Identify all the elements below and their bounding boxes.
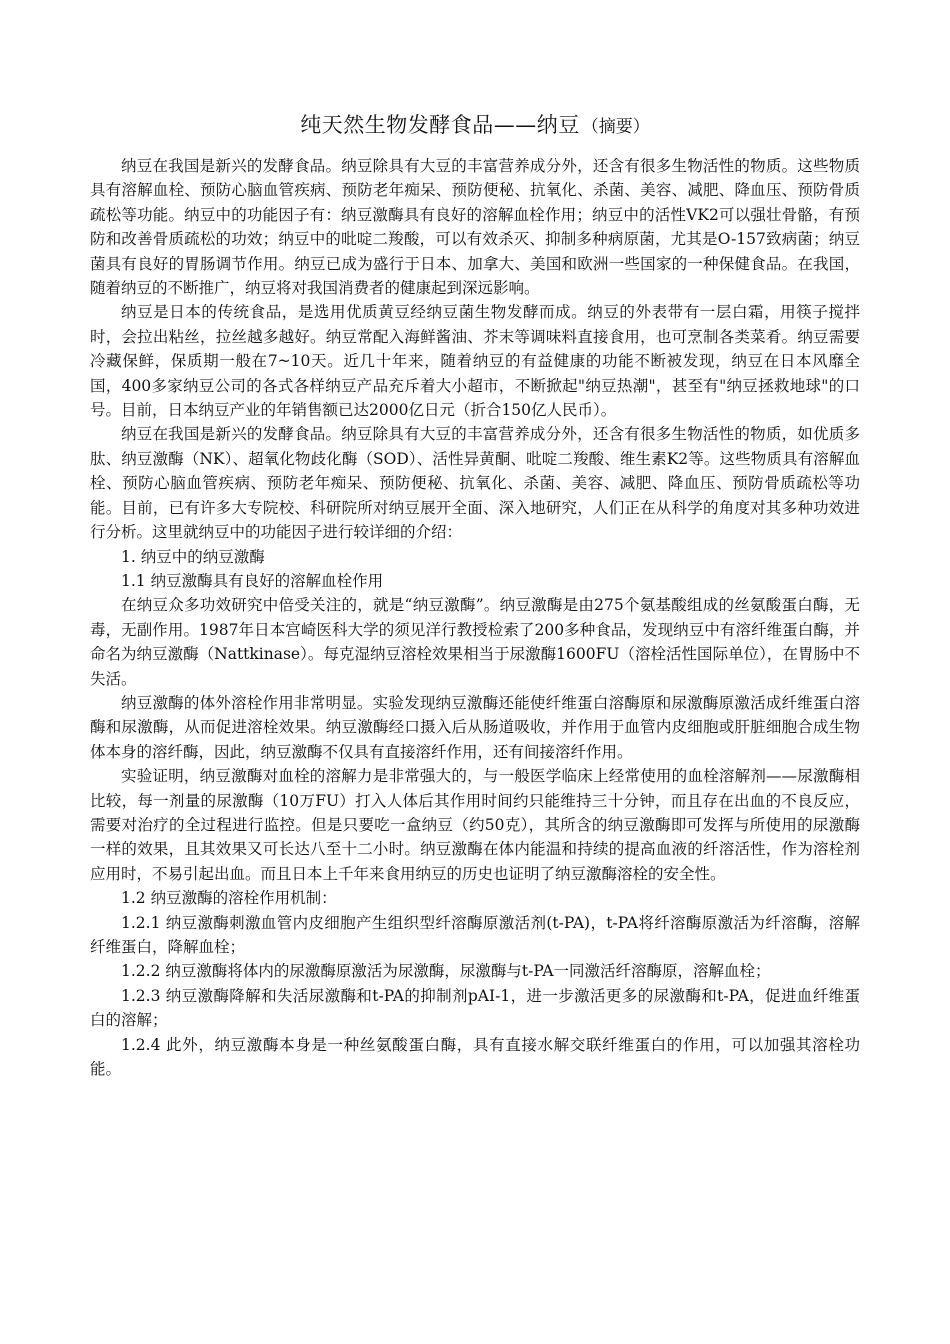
list-item: 1.2.2 纳豆激酶将体内的尿激酶原激活为尿激酶，尿激酶与t-PA一同激活纤溶酶原，溶解血栓； xyxy=(121,962,771,981)
body-paragraph: 纳豆在我国是新兴的发酵食品。纳豆除具有大豆的丰富营养成分外，还含有很多生物活性的物质。这些物质具有溶解血栓、预防心脑血管疾病、预防老年痴呆、预防便秘、抗氧化、杀菌、美容、减肥、降血压、预防骨质疏松等功能。纳豆中的功能因子有：纳豆激酶具有良好的溶解血栓作用；纳豆中的活性VK2可以强壮骨骼，有预防和改善骨质疏松的功效；纳豆中的吡啶二羧酸，可以有效杀灭、抑制多种病原菌，尤其是O-157致病菌；纳豆菌具有良好的胃肠调节作用。纳豆已成为盛行于日本、加拿大、美国和欧洲一些国家的一种保健食品。在我国，随着纳豆的不断推广，纳豆将对我国消费者的健康起到深远影响。 xyxy=(90,157,860,298)
body-paragraph: 纳豆是日本的传统食品，是选用优质黄豆经纳豆菌生物发酵而成。纳豆的外表带有一层白霜，用筷子搅拌时，会拉出粘丝，拉丝越多越好。纳豆常配入海鲜酱油、芥末等调味料直接食用，也可烹制各类菜肴。纳豆需要冷藏保鲜，保质期一般在7~10天。近几十年来，随着纳豆的有益健康的功能不断被发现，纳豆在日本风靡全国，400多家纳豆公司的各式各样纳豆产品充斥着大小超市，不断掀起"纳豆热潮"，甚至有"纳豆拯救地球"的口号。目前，日本纳豆产业的年销售额已达2000亿日元（折合150亿人民币）。 xyxy=(90,303,860,420)
body-paragraph: 在纳豆众多功效研究中倍受关注的，就是“纳豆激酶”。纳豆激酶是由275个氨基酸组成的丝氨酸蛋白酶，无毒，无副作用。1987年日本宫崎医科大学的须见洋行教授检索了200多种食品，发现纳豆中有溶纤维蛋白酶，并命名为纳豆激酶（Nattkinase）。每克湿纳豆溶栓效果相当于尿激酶1600FU（溶栓活性国际单位），在胃肠中不失活。 xyxy=(90,596,860,688)
section-heading: 1. 纳豆中的纳豆激酶 xyxy=(121,547,265,566)
document-page xyxy=(90,108,860,1081)
list-item: 1.2.3 纳豆激酶降解和失活尿激酶和t-PA的抑制剂pAI-1，进一步激活更多的尿激酶和t-PA，促进血纤维蛋白的溶解； xyxy=(90,986,860,1030)
list-item: 1.2.4 此外，纳豆激酶本身是一种丝氨酸蛋白酶，具有直接水解交联纤维蛋白的作用，可以加强其溶栓功能。 xyxy=(90,1035,860,1079)
list-item: 1.2.1 纳豆激酶刺激血管内皮细胞产生组织型纤溶酶原激活剂(t-PA)，t-PA将纤溶酶原激活为纤溶酶，溶解纤维蛋白，降解血栓； xyxy=(90,913,860,956)
document-body xyxy=(90,154,860,1081)
subsection-heading: 1.1 纳豆激酶具有良好的溶解血栓作用 xyxy=(121,571,384,590)
document-subtitle: （摘要） xyxy=(581,117,650,137)
document-title: 纯天然生物发酵食品——纳豆 xyxy=(300,113,580,137)
subsection-heading: 1.2 纳豆激酶的溶栓作用机制： xyxy=(121,889,337,908)
body-paragraph: 实验证明，纳豆激酶对血栓的溶解力是非常强大的，与一般医学临床上经常使用的血栓溶解剂——尿激酶相比较，每一剂量的尿激酶（10万FU）打入人体后其作用时间约只能维持三十分钟，而且存在出血的不良反应，需要对治疗的全过程进行监控。但是只要吃一盒纳豆（约50克），其所含的纳豆激酶即可发挥与所使用的尿激酶一样的效果，且其效果又可长达八至十二小时。纳豆激酶在体内能温和持续的提高血液的纤溶活性，作为溶栓剂应用时，不易引起出血。而且日本上千年来食用纳豆的历史也证明了纳豆激酶溶栓的安全性。 xyxy=(90,767,860,883)
body-paragraph: 纳豆在我国是新兴的发酵食品。纳豆除具有大豆的丰富营养成分外，还含有很多生物活性的物质，如优质多肽、纳豆激酶（NK）、超氧化物歧化酶（SOD）、活性异黄酮、吡啶二羧酸、维生素K2等。这些物质具有溶解血栓、预防心脑血管疾病、预防老年痴呆、预防便秘、抗氧化、杀菌、美容、减肥、降血压、预防骨质疏松等功能。目前，已有许多大专院校、科研院所对纳豆展开全面、深入地研究，人们正在从科学的角度对其多种功效进行分析。这里就纳豆中的功能因子进行较详细的介绍： xyxy=(90,425,860,542)
document-title-row xyxy=(90,108,860,144)
body-paragraph: 纳豆激酶的体外溶栓作用非常明显。实验发现纳豆激酶还能使纤维蛋白溶酶原和尿激酶原激活成纤维蛋白溶酶和尿激酶，从而促进溶栓效果。纳豆激酶经口摄入后从肠道吸收，并作用于血管内皮细胞或肝脏细胞合成生物体本身的溶纤酶，因此，纳豆激酶不仅具有直接溶纤作用，还有间接溶纤作用。 xyxy=(90,693,860,761)
